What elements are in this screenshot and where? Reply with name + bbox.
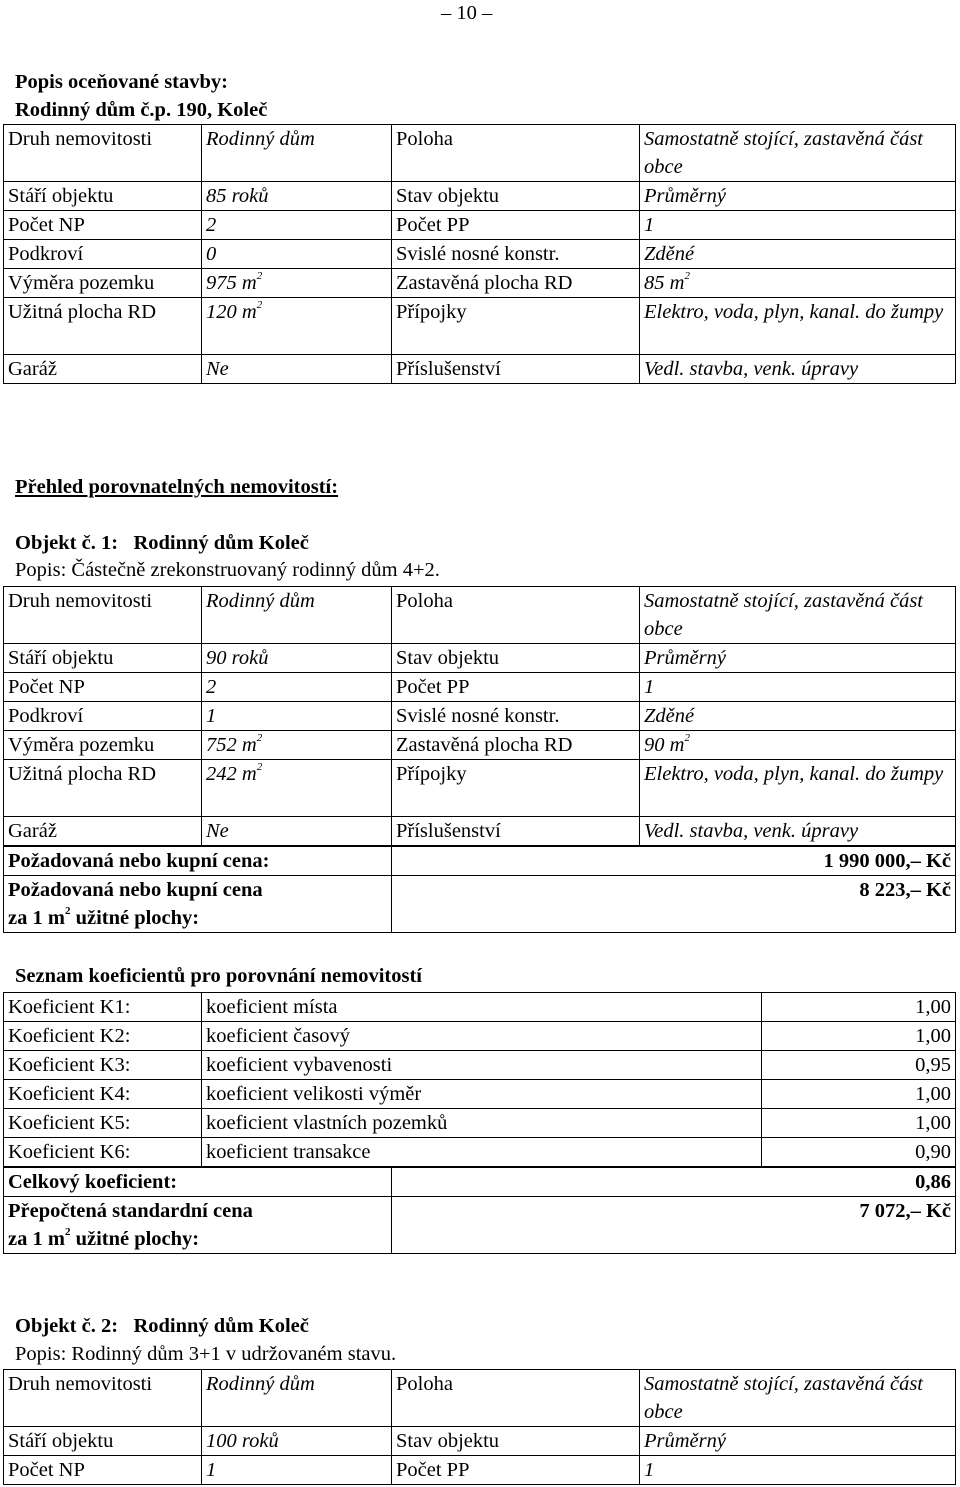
cell-value: 1 xyxy=(640,211,956,240)
coef-value: 0,95 xyxy=(762,1051,956,1080)
cell-label: Počet PP xyxy=(392,211,640,240)
cell-label: Podkroví xyxy=(4,240,202,269)
cell-label: Počet NP xyxy=(4,673,202,702)
coef-label: Koeficient K4: xyxy=(4,1080,202,1109)
cell-value: Rodinný dům xyxy=(202,587,392,644)
coef-value: 1,00 xyxy=(762,1080,956,1109)
cell-label: Garáž xyxy=(4,817,202,846)
table-row xyxy=(4,847,956,876)
cell-label: Podkroví xyxy=(4,702,202,731)
coefficients-table xyxy=(3,992,956,1167)
cell-label: Stáří objektu xyxy=(4,644,202,673)
cell-label: Poloha xyxy=(392,125,640,182)
coef-label: Koeficient K3: xyxy=(4,1051,202,1080)
coef-value: 1,00 xyxy=(762,1109,956,1138)
cell-value: Elektro, voda, plyn, kanal. do žumpy xyxy=(640,298,956,355)
cell-label: Přípojky xyxy=(392,298,640,355)
cell-label: Stav objektu xyxy=(392,1427,640,1456)
coef-description: koeficient vlastních pozemků xyxy=(202,1109,762,1138)
valued-property-table xyxy=(3,124,956,384)
cell-value: Průměrný xyxy=(640,1427,956,1456)
cell-value: 242 $m^2$ xyxy=(202,760,392,817)
coef-label: Koeficient K6: xyxy=(4,1138,202,1167)
coef-heading: Seznam koeficientů pro porovnání nemovitostí xyxy=(15,965,422,987)
cell-value: 1 xyxy=(640,1456,956,1485)
table-row xyxy=(4,702,956,731)
cell-label: Zastavěná plocha RD xyxy=(392,731,640,760)
cell-label: Počet NP xyxy=(4,1456,202,1485)
table-row xyxy=(4,269,956,298)
cell-label: Užitná plocha RD xyxy=(4,298,202,355)
table-row xyxy=(4,1138,956,1167)
cell-value: Vedl. stavba, venk. úpravy xyxy=(640,355,956,384)
cell-label: Výměra pozemku xyxy=(4,731,202,760)
price-value: 1 990 000,– Kč xyxy=(392,847,956,876)
table-row xyxy=(4,298,956,355)
unit-price-value: 8 223,– Kč xyxy=(392,876,956,933)
price-label: Požadovaná nebo kupní cena: xyxy=(4,847,392,876)
cell-label: Svislé nosné konstr. xyxy=(392,702,640,731)
valued-subheading: Rodinný dům č.p. 190, Koleč xyxy=(15,99,268,121)
table-row xyxy=(4,1109,956,1138)
cell-label: Druh nemovitosti xyxy=(4,587,202,644)
table-row xyxy=(4,1168,956,1197)
cell-label: Stav objektu xyxy=(392,644,640,673)
cell-label: Počet PP xyxy=(392,1456,640,1485)
cell-value: Průměrný xyxy=(640,182,956,211)
coef-value: 1,00 xyxy=(762,1022,956,1051)
overview-heading: Přehled porovnatelných nemovitostí: xyxy=(15,476,339,498)
cell-value: Samostatně stojící, zastavěná část obce xyxy=(640,587,956,644)
table-row xyxy=(4,993,956,1022)
coef-description: koeficient vybavenosti xyxy=(202,1051,762,1080)
coef-value: 0,90 xyxy=(762,1138,956,1167)
cell-value: 2 xyxy=(202,673,392,702)
cell-label: Výměra pozemku xyxy=(4,269,202,298)
cell-value: 752 $m^2$ xyxy=(202,731,392,760)
coef-value: 1,00 xyxy=(762,993,956,1022)
cell-value: Ne xyxy=(202,817,392,846)
cell-value: 90 $m^2$ xyxy=(640,731,956,760)
cell-label: Garáž xyxy=(4,355,202,384)
std-price-value: 7 072,– Kč xyxy=(392,1197,956,1254)
cell-value: Rodinný dům xyxy=(202,125,392,182)
coef-label: Koeficient K2: xyxy=(4,1022,202,1051)
cell-label: Přípojky xyxy=(392,760,640,817)
cell-value: Vedl. stavba, venk. úpravy xyxy=(640,817,956,846)
object1-title: Objekt č. 1: Rodinný dům Koleč xyxy=(15,532,309,554)
cell-label: Svislé nosné konstr. xyxy=(392,240,640,269)
object2-table xyxy=(3,1369,956,1485)
object2-title: Objekt č. 2: Rodinný dům Koleč xyxy=(15,1315,309,1337)
table-row xyxy=(4,355,956,384)
table-row xyxy=(4,731,956,760)
total-coef-value: 0,86 xyxy=(392,1168,956,1197)
cell-value: 0 xyxy=(202,240,392,269)
coef-description: koeficient transakce xyxy=(202,1138,762,1167)
cell-label: Poloha xyxy=(392,1370,640,1427)
cell-label: Stáří objektu xyxy=(4,182,202,211)
coef-description: koeficient časový xyxy=(202,1022,762,1051)
table-row xyxy=(4,817,956,846)
object1-description: Popis: Částečně zrekonstruovaný rodinný dům 4+2. xyxy=(15,559,440,581)
table-row xyxy=(4,240,956,269)
cell-value: 85 roků xyxy=(202,182,392,211)
cell-label: Druh nemovitosti xyxy=(4,1370,202,1427)
object1-price-table xyxy=(3,846,956,933)
table-row xyxy=(4,673,956,702)
coef-label: Koeficient K1: xyxy=(4,993,202,1022)
table-row xyxy=(4,644,956,673)
cell-label: Poloha xyxy=(392,587,640,644)
object2-description: Popis: Rodinný dům 3+1 v udržovaném stavu. xyxy=(15,1343,397,1365)
cell-value: Samostatně stojící, zastavěná část obce xyxy=(640,1370,956,1427)
cell-label: Počet NP xyxy=(4,211,202,240)
cell-value: 85 $m^2$ xyxy=(640,269,956,298)
cell-value: Samostatně stojící, zastavěná část obce xyxy=(640,125,956,182)
cell-value: 90 roků xyxy=(202,644,392,673)
table-row xyxy=(4,876,956,933)
table-row xyxy=(4,1051,956,1080)
cell-label: Užitná plocha RD xyxy=(4,760,202,817)
table-row xyxy=(4,1427,956,1456)
table-row xyxy=(4,1022,956,1051)
cell-value: 1 xyxy=(202,702,392,731)
cell-value: Zděné xyxy=(640,702,956,731)
table-row xyxy=(4,587,956,644)
cell-value: Průměrný xyxy=(640,644,956,673)
cell-label: Příslušenství xyxy=(392,355,640,384)
table-row xyxy=(4,125,956,182)
cell-value: 975 $m^2$ xyxy=(202,269,392,298)
table-row xyxy=(4,1197,956,1254)
cell-value: Rodinný dům xyxy=(202,1370,392,1427)
cell-label: Zastavěná plocha RD xyxy=(392,269,640,298)
table-row xyxy=(4,1370,956,1427)
coef-description: koeficient místa xyxy=(202,993,762,1022)
object1-table xyxy=(3,586,956,846)
cell-value: Ne xyxy=(202,355,392,384)
table-row xyxy=(4,182,956,211)
cell-label: Příslušenství xyxy=(392,817,640,846)
coef-label: Koeficient K5: xyxy=(4,1109,202,1138)
cell-label: Stav objektu xyxy=(392,182,640,211)
cell-value: 120 $m^2$ xyxy=(202,298,392,355)
cell-value: 100 roků xyxy=(202,1427,392,1456)
object1-total-table xyxy=(3,1167,956,1254)
table-row xyxy=(4,1456,956,1485)
std-price-label: Přepočtená standardní cena za 1 $m^2$ užitné plochy: xyxy=(4,1197,392,1254)
cell-value: 2 xyxy=(202,211,392,240)
cell-label: Stáří objektu xyxy=(4,1427,202,1456)
coef-description: koeficient velikosti výměr xyxy=(202,1080,762,1109)
total-coef-label: Celkový koeficient: xyxy=(4,1168,392,1197)
cell-label: Druh nemovitosti xyxy=(4,125,202,182)
cell-value: 1 xyxy=(202,1456,392,1485)
unit-price-label: Požadovaná nebo kupní cena za 1 $m^2$ užitné plochy: xyxy=(4,876,392,933)
table-row xyxy=(4,211,956,240)
table-row xyxy=(4,1080,956,1109)
cell-value: Zděné xyxy=(640,240,956,269)
cell-value: Elektro, voda, plyn, kanal. do žumpy xyxy=(640,760,956,817)
valued-heading: Popis oceňované stavby: xyxy=(15,71,228,93)
cell-value: 1 xyxy=(640,673,956,702)
cell-label: Počet PP xyxy=(392,673,640,702)
table-row xyxy=(4,760,956,817)
page-number: – 10 – xyxy=(441,2,493,24)
